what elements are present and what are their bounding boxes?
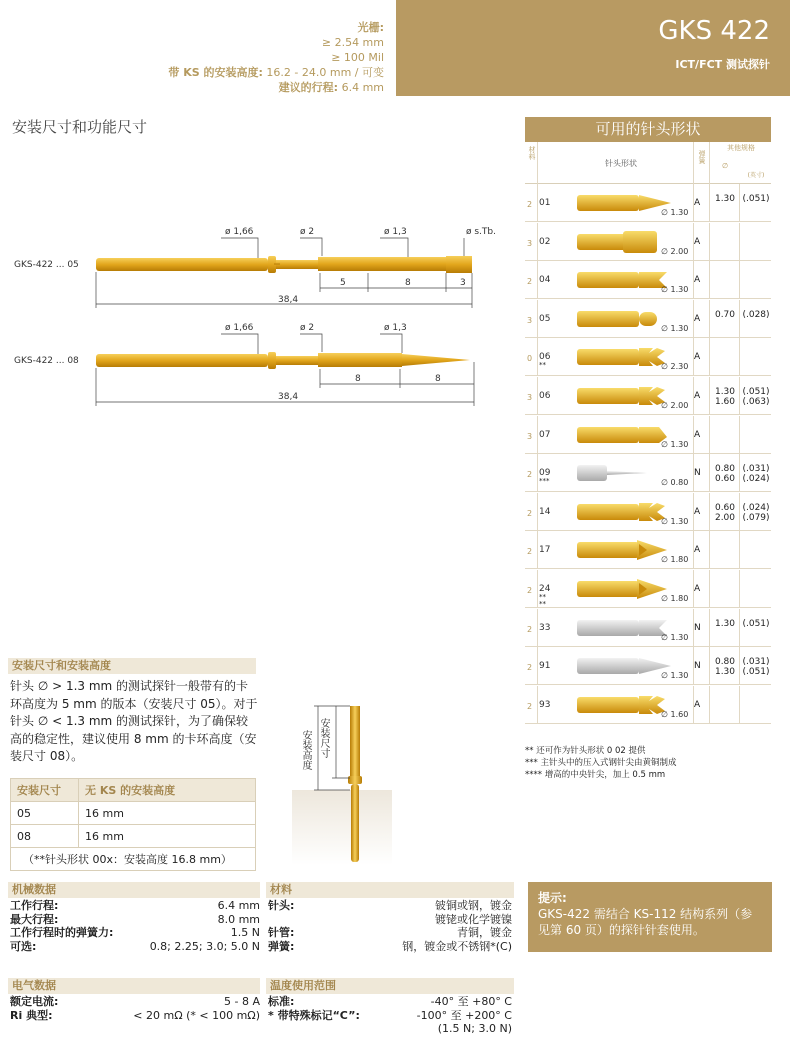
drawing-08-d3: ø 1,3 (384, 323, 407, 333)
tip-diameter: ∅ 2.30 (661, 362, 689, 372)
electrical-title: 电气数据 (8, 978, 260, 994)
divider (537, 454, 538, 492)
drawing-08-m1: 8 (355, 374, 361, 384)
tip-spring: A (694, 391, 701, 401)
temp-value: -100° 至 +200° C (416, 1008, 512, 1022)
tip-diameter: ∅ 1.30 (661, 285, 689, 295)
install-table (10, 778, 256, 871)
tip-other-inch: (.051) (.063) (742, 387, 770, 407)
note-line: ** 还可作为针头形状 0 02 提供 (525, 746, 646, 756)
tip-spring: A (694, 198, 701, 208)
tip-code: 91 (539, 661, 551, 672)
tip-material: 2 (527, 586, 533, 595)
header-spring: 弹簧 (698, 150, 706, 164)
divider (709, 570, 710, 608)
divider (739, 300, 740, 338)
divider (739, 686, 740, 724)
temperature-title: 温度使用范围 (266, 978, 514, 994)
tip-spring: A (694, 429, 701, 440)
tip-other-mm: 0.80 1.30 (714, 657, 736, 678)
drawing-05-d2: ø 2 (300, 227, 315, 237)
tip-code: 06 (539, 391, 551, 401)
tip-material: 2 (527, 624, 533, 634)
tip-spring: N (694, 661, 701, 672)
mech-value: 0.8; 2.25; 3.0; 5.0 N (149, 939, 260, 953)
tip-row (525, 223, 771, 261)
divider (709, 647, 710, 685)
section-title: 安装尺寸和功能尺寸 (12, 118, 148, 136)
drawing-08 (0, 320, 510, 410)
tip-code: 02 (539, 236, 551, 247)
mat-key: 弹簧: (268, 939, 295, 953)
divider (739, 223, 740, 261)
divider (537, 223, 538, 261)
grid-mil: ≥ 100 Mil (331, 51, 384, 64)
divider (537, 570, 538, 608)
tip-marks: ** (539, 361, 546, 370)
tip-material: 3 (527, 431, 533, 441)
divider (739, 647, 740, 685)
mat-key: 针头: (268, 899, 295, 912)
note-line: *** 主针头中的压入式钢针尖由黄铜制成 (525, 758, 677, 768)
elec-value: 5 - 8 A (224, 995, 260, 1008)
tip-notes (525, 745, 676, 781)
tip-code: 05 (539, 313, 551, 324)
mech-key: 工作行程: (10, 899, 59, 912)
install-figure-label-height: 安装高度 (300, 730, 311, 770)
tip-material: 0 (527, 354, 533, 364)
tip-diameter: ∅ 1.30 (661, 671, 689, 681)
drawing-05-name: GKS-422 ... 05 (14, 260, 79, 270)
tip-material: 2 (527, 200, 533, 209)
hint-title: 提示: (538, 891, 567, 905)
tip-other-mm: 1.30 (714, 194, 736, 204)
tip-code: 14 (539, 506, 551, 517)
material-list (268, 899, 512, 953)
divider (537, 338, 538, 376)
tip-row (525, 416, 771, 454)
tip-spring: A (694, 236, 701, 247)
ks-value: 16.2 - 24.0 mm / 可变 (266, 66, 384, 79)
tip-row (525, 531, 771, 569)
header-shape: 针头形状 (605, 159, 637, 168)
divider (739, 261, 740, 299)
tip-diameter: ∅ 1.30 (661, 439, 689, 449)
temperature-list (268, 995, 512, 1036)
install-size: 08 (11, 825, 79, 848)
tip-code: 33 (539, 622, 551, 633)
divider (537, 416, 538, 454)
tip-spring: A (694, 352, 701, 363)
tip-other-mm: 0.70 (714, 309, 736, 320)
tip-diameter: ∅ 2.00 (661, 246, 689, 256)
tip-material: 2 (527, 277, 533, 287)
mech-key: 最大行程: (10, 912, 59, 926)
drawing-08-m2: 8 (435, 374, 441, 384)
header-material: 材料 (528, 146, 536, 160)
tip-material: 2 (527, 470, 533, 480)
tip-material: 3 (527, 393, 533, 402)
stroke-value: 6.4 mm (341, 81, 384, 94)
tip-code: 24 (539, 584, 551, 594)
header-diameter: ∅ (721, 162, 729, 170)
tip-spring: N (694, 622, 701, 633)
tip-row (525, 570, 771, 608)
tip-code: 17 (539, 545, 551, 556)
elec-value: < 20 mΩ (* < 100 mΩ) (133, 1008, 260, 1022)
tip-other-inch: (.051) (742, 194, 770, 204)
tip-diameter: ∅ 1.30 (661, 208, 689, 217)
hint-text: GKS-422 需结合 KS-112 结构系列（参见第 60 页）的探针针套使用。 (538, 907, 753, 937)
mat-value: 青铜，镀金 (457, 926, 512, 939)
tip-diameter: ∅ 2.00 (661, 401, 689, 410)
tip-spring: A (694, 699, 701, 710)
divider (537, 647, 538, 685)
drawing-08-total: 38,4 (278, 392, 299, 402)
divider (537, 184, 538, 222)
mech-key: 可选: (10, 939, 37, 953)
tip-other-inch: (.031) (.051) (742, 657, 770, 678)
elec-key: Ri 典型: (10, 1008, 53, 1022)
tip-other-mm: 1.30 1.60 (714, 387, 736, 407)
tip-other-inch: (.031) (.024) (742, 464, 770, 485)
divider (739, 338, 740, 376)
divider (709, 261, 710, 299)
tip-row (525, 261, 771, 299)
tip-table-title: 可用的针头形状 (525, 117, 771, 142)
header-other: 其他规格 (727, 144, 755, 152)
tip-spring: A (694, 275, 701, 286)
tip-row (525, 647, 771, 685)
mechanical-list (10, 899, 260, 953)
tip-spring: A (694, 584, 701, 594)
divider (537, 300, 538, 338)
divider (537, 609, 538, 647)
mat-value: 铍铜或钢，镀金 (435, 899, 512, 912)
model-subtitle: ICT/FCT 测试探针 (675, 58, 770, 71)
divider (693, 142, 694, 184)
temp-value: -40° 至 +80° C (430, 995, 512, 1008)
tip-code: 07 (539, 429, 551, 440)
drawing-05-d3: ø 1,3 (384, 227, 407, 237)
tip-material: 2 (527, 547, 533, 557)
install-note: （**针头形状 00x：安装高度 16.8 mm） (11, 848, 256, 871)
tip-code: 06 (539, 352, 551, 363)
divider (537, 531, 538, 569)
tip-other-inch: (.051) (742, 618, 770, 629)
temp-value: (1.5 N; 3.0 N) (437, 1022, 512, 1035)
hint-box (528, 882, 772, 952)
tip-row (525, 609, 771, 647)
install-title: 安装尺寸和安装高度 (8, 658, 256, 674)
tip-code: 01 (539, 198, 551, 208)
tip-other-inch: (.024) (.079) (742, 502, 770, 523)
tip-other-mm: 1.30 (714, 618, 736, 629)
note-line: **** 增高的中央针尖，加上 0.5 mm (525, 770, 666, 780)
tip-marks: ** ** (539, 593, 546, 608)
tip-spring: A (694, 506, 701, 517)
tip-spring: A (694, 313, 701, 324)
grid-mm: ≥ 2.54 mm (321, 36, 384, 49)
header-inch: (英寸) (747, 172, 765, 179)
drawing-08-name: GKS-422 ... 08 (14, 356, 79, 366)
divider (709, 531, 710, 569)
material-title: 材料 (266, 882, 514, 898)
tip-row (525, 377, 771, 415)
divider (709, 184, 710, 222)
drawing-05-m2: 8 (405, 278, 411, 288)
tip-other-inch: (.028) (742, 309, 770, 320)
mat-key: 针管: (268, 926, 295, 939)
drawing-05-d1: ø 1,66 (225, 227, 254, 237)
divider (739, 493, 740, 531)
drawing-05-d4: ø s.Tb. (466, 227, 496, 237)
tip-other-mm: 0.80 0.60 (714, 464, 736, 485)
tip-diameter: ∅ 1.60 (661, 709, 689, 719)
drawing-05-m3: 3 (460, 278, 466, 288)
divider (739, 416, 740, 454)
table-row (11, 825, 256, 848)
tip-other-mm: 0.60 2.00 (714, 502, 736, 523)
drawing-08-d2: ø 2 (300, 323, 315, 333)
install-table-h1: 安装尺寸 (11, 779, 79, 802)
divider (739, 609, 740, 647)
divider (709, 454, 710, 492)
mat-value: 钢，镀金或不锈钢*(C) (402, 939, 512, 953)
ks-label: 带 KS 的安装高度: (168, 66, 263, 79)
mech-value: 6.4 mm (217, 899, 260, 912)
tip-diameter: ∅ 1.30 (661, 632, 689, 642)
tip-row (525, 454, 771, 492)
install-table-h2: 无 KS 的安装高度 (79, 779, 256, 802)
tip-diameter: ∅ 1.80 (661, 555, 689, 565)
divider (709, 223, 710, 261)
tip-row (525, 300, 771, 338)
install-height: 16 mm (79, 802, 256, 825)
divider (709, 609, 710, 647)
drawing-08-d1: ø 1,66 (225, 323, 254, 333)
divider (709, 142, 710, 184)
tip-row (525, 686, 771, 724)
tip-marks: *** (539, 477, 550, 486)
divider (709, 338, 710, 376)
divider (537, 686, 538, 724)
model-title: GKS 422 (658, 16, 770, 46)
tip-code: 93 (539, 699, 551, 710)
divider (537, 377, 538, 415)
drawing-05-total: 38,4 (278, 295, 299, 305)
tip-code: 04 (539, 275, 551, 286)
divider (739, 184, 740, 222)
tip-row (525, 184, 771, 222)
electrical-list (10, 995, 260, 1022)
tip-spring: N (694, 468, 701, 479)
tip-material: 2 (527, 508, 533, 518)
divider (709, 416, 710, 454)
header-specs (100, 20, 384, 95)
stroke-label: 建议的行程: (278, 81, 339, 94)
mech-value: 1.5 N (230, 926, 260, 939)
divider (739, 570, 740, 608)
temp-key: * 带特殊标记“C”: (268, 1008, 360, 1022)
divider (709, 300, 710, 338)
mech-key: 工作行程时的弹簧力: (10, 926, 114, 939)
tip-row (525, 338, 771, 376)
mat-value: 镀铑或化学镀镍 (435, 912, 512, 926)
temp-key: 标准: (268, 995, 295, 1008)
tip-row (525, 493, 771, 531)
install-height: 16 mm (79, 825, 256, 848)
divider (709, 377, 710, 415)
drawing-05-m1: 5 (340, 278, 346, 288)
divider (537, 493, 538, 531)
tip-diameter: ∅ 1.30 (661, 516, 689, 526)
divider (537, 261, 538, 299)
brand-banner (396, 0, 790, 96)
divider (709, 493, 710, 531)
drawing-05 (0, 220, 510, 315)
tip-material: 3 (527, 315, 533, 325)
install-text: 针头 ∅ > 1.3 mm 的测试探针一般带有的卡环高度为 5 mm 的版本（安装尺寸 05）。对于针头 ∅ < 1.3 mm 的测试探针，为了确保较高的稳定性，建议使用 8 mm 的卡环高度（安装尺寸 08）。 (10, 679, 258, 763)
tip-code: 09 (539, 468, 551, 479)
divider (739, 531, 740, 569)
install-size: 05 (11, 802, 79, 825)
tip-material: 2 (527, 663, 533, 673)
table-row (11, 802, 256, 825)
divider (709, 686, 710, 724)
grid-label: 光栅: (357, 21, 384, 34)
tip-material: 3 (527, 238, 533, 248)
tip-table-header (525, 142, 771, 184)
divider (537, 142, 538, 184)
tip-spring: A (694, 545, 701, 556)
divider (739, 454, 740, 492)
tip-material: 2 (527, 701, 533, 711)
mechanical-title: 机械数据 (8, 882, 260, 898)
mech-value: 8.0 mm (217, 912, 260, 926)
tip-diameter: ∅ 1.80 (661, 594, 689, 603)
tip-diameter: ∅ 1.30 (661, 323, 689, 333)
divider (739, 377, 740, 415)
tip-diameter: ∅ 0.80 (661, 478, 689, 488)
install-figure-label-size: 安装尺寸 (318, 718, 329, 758)
install-figure (292, 700, 392, 865)
elec-key: 额定电流: (10, 995, 59, 1008)
